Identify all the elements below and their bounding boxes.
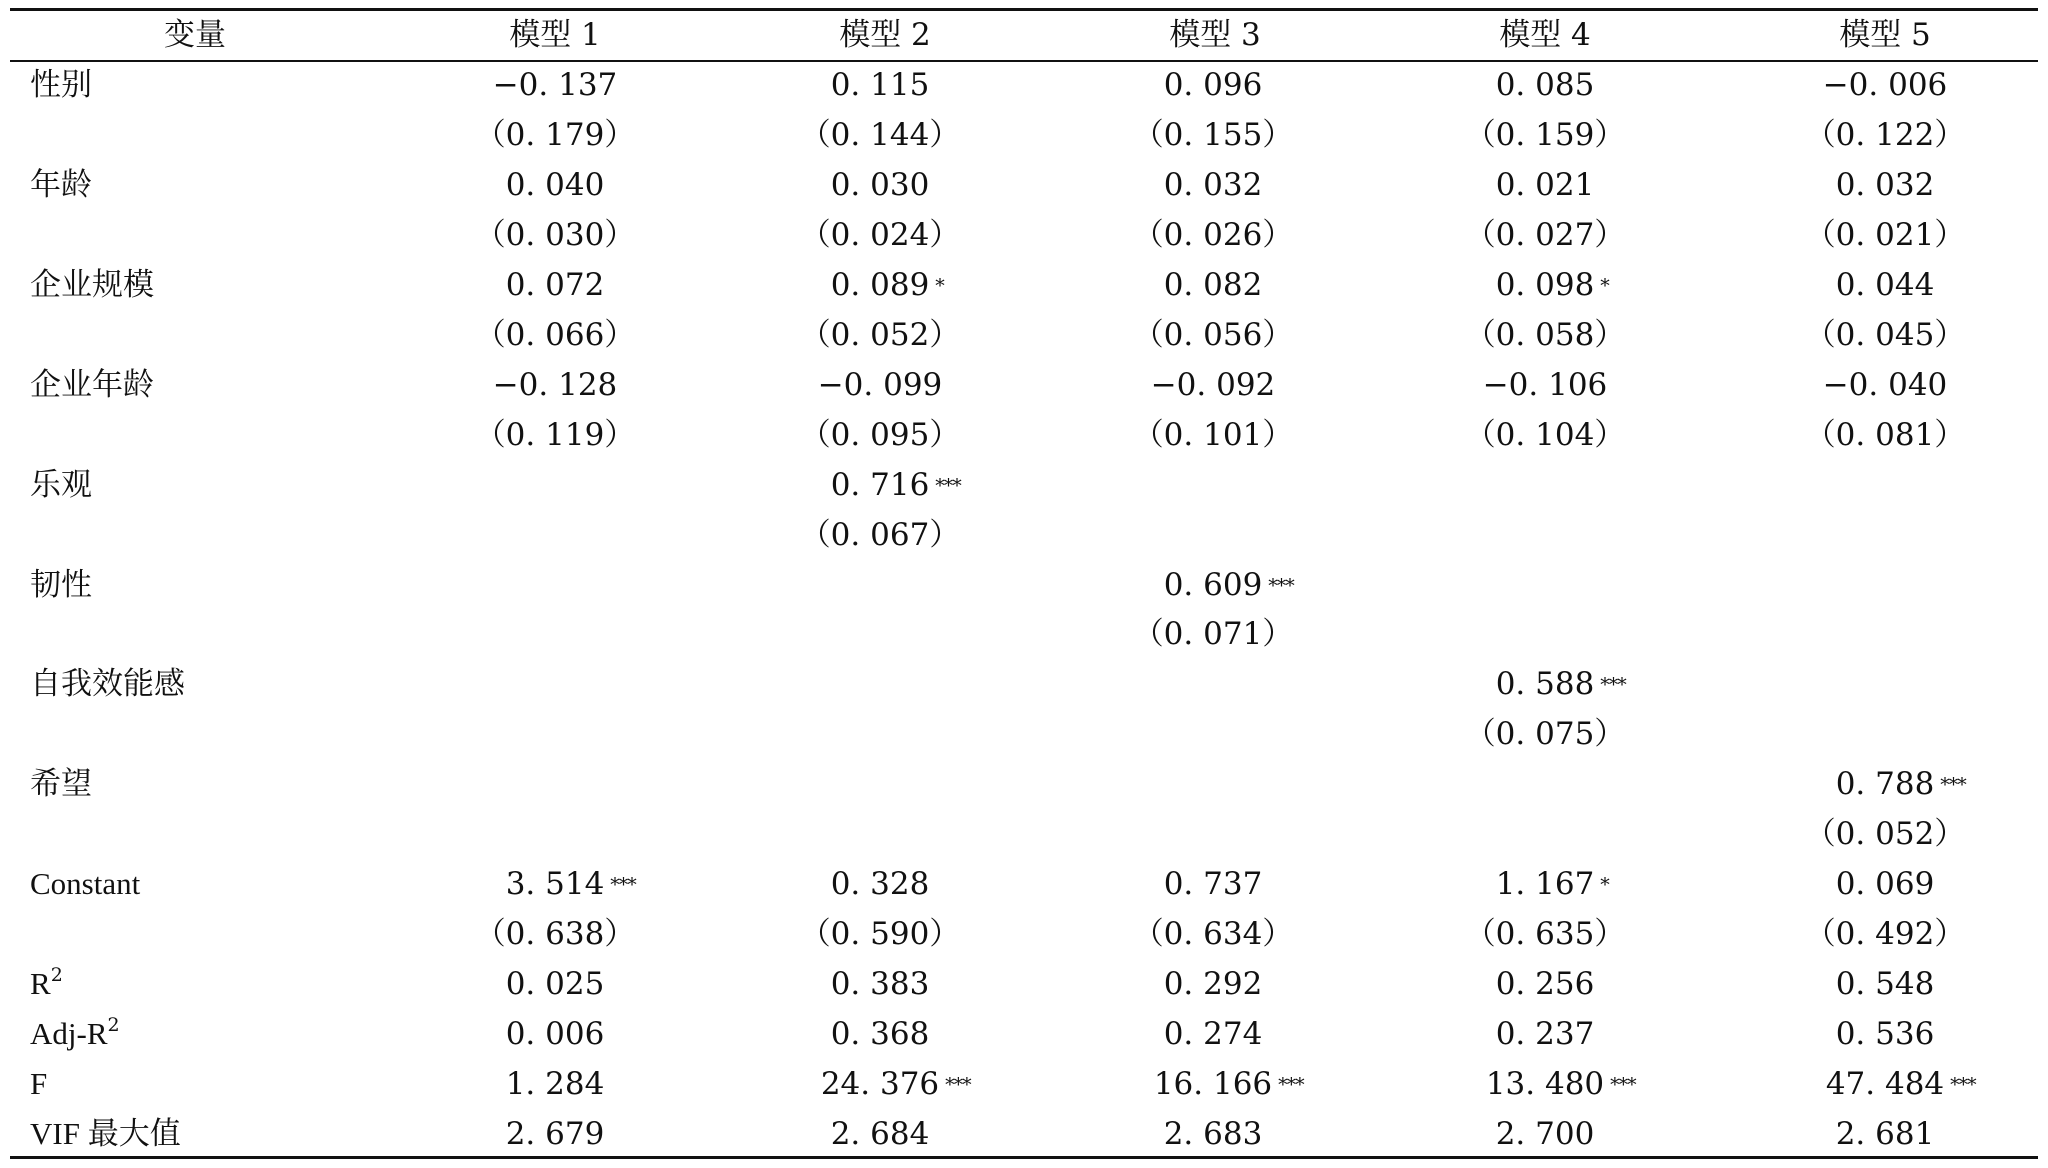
cell-value: （0. 052） xyxy=(799,316,961,353)
row-label xyxy=(30,1109,181,1159)
significance-stars: *** xyxy=(1610,1074,1636,1096)
table-cell xyxy=(1755,410,2015,460)
cell-value: −0. 128 xyxy=(492,366,618,403)
table-cell xyxy=(425,60,685,110)
row-label xyxy=(30,260,154,310)
cell-value: （0. 095） xyxy=(799,416,961,453)
cell-value-wrap xyxy=(830,266,944,303)
table-cell xyxy=(1083,959,1343,1009)
table-cell xyxy=(750,1109,1010,1159)
table-cell xyxy=(1755,260,2015,310)
table-cell xyxy=(1755,809,2015,859)
cell-value: （0. 635） xyxy=(1464,916,1626,953)
cell-value-wrap xyxy=(1495,866,1609,903)
table-cell xyxy=(1755,759,2015,809)
cell-value: （0. 634） xyxy=(1132,916,1294,953)
table-cell xyxy=(425,210,685,260)
row-label-text: 自我效能感 xyxy=(30,666,185,703)
cell-value: 2. 684 xyxy=(830,1115,930,1152)
cell-value: 0. 032 xyxy=(1835,166,1935,203)
table-cell xyxy=(1415,659,1675,709)
table-cell xyxy=(750,909,1010,959)
row-label xyxy=(30,1059,47,1109)
table-cell xyxy=(1755,360,2015,410)
header-model-4: 模型 4 xyxy=(1499,17,1591,53)
cell-value: （0. 492） xyxy=(1804,916,1966,953)
cell-value: （0. 155） xyxy=(1132,116,1294,153)
row-label-superscript: 2 xyxy=(50,964,63,987)
row-label xyxy=(30,560,92,610)
table-cell xyxy=(750,460,1010,510)
table-cell xyxy=(425,1059,685,1109)
significance-stars: *** xyxy=(1950,1074,1976,1096)
cell-value: （0. 045） xyxy=(1804,316,1966,353)
cell-value: 3. 514 xyxy=(505,866,605,903)
cell-value-wrap xyxy=(830,466,961,503)
table-cell xyxy=(425,360,685,410)
table-cell xyxy=(1755,60,2015,110)
table-cell xyxy=(425,1109,685,1159)
cell-value: （0. 030） xyxy=(474,216,636,253)
cell-value: （0. 021） xyxy=(1804,216,1966,253)
table-cell xyxy=(1415,110,1675,160)
table-cell xyxy=(1083,410,1343,460)
table-cell xyxy=(1415,160,1675,210)
cell-value: （0. 071） xyxy=(1132,616,1294,653)
row-label-text: Constant xyxy=(30,866,141,902)
cell-value: 0. 274 xyxy=(1163,1016,1263,1053)
row-label-text: F xyxy=(30,1066,48,1101)
cell-value: 0. 788 xyxy=(1835,766,1935,803)
table-cell xyxy=(750,110,1010,160)
table-cell xyxy=(425,959,685,1009)
table-cell xyxy=(750,1009,1010,1059)
table-cell xyxy=(1415,310,1675,360)
table-cell xyxy=(1415,859,1675,909)
header-model-3: 模型 3 xyxy=(1169,17,1261,53)
cell-value: 0. 383 xyxy=(830,966,930,1003)
table-cell xyxy=(1083,560,1343,610)
significance-stars: *** xyxy=(610,874,636,897)
cell-value: （0. 027） xyxy=(1464,216,1626,253)
table-cell xyxy=(1415,709,1675,759)
table-cell xyxy=(425,160,685,210)
header-rule xyxy=(10,60,2038,62)
cell-value: 0. 069 xyxy=(1835,866,1935,903)
cell-value: 13. 480 xyxy=(1485,1066,1605,1102)
cell-value: 0. 368 xyxy=(830,1016,930,1053)
cell-value: 2. 683 xyxy=(1163,1115,1263,1152)
table-cell xyxy=(1083,260,1343,310)
table-cell xyxy=(750,160,1010,210)
cell-value: 1. 284 xyxy=(505,1066,605,1102)
cell-value-wrap xyxy=(1485,1066,1636,1102)
table-cell xyxy=(1755,1009,2015,1059)
cell-value: 0. 096 xyxy=(1163,67,1263,103)
cell-value: 0. 716 xyxy=(830,466,930,503)
cell-value: （0. 058） xyxy=(1464,316,1626,353)
cell-value: 0. 536 xyxy=(1835,1016,1935,1053)
table-cell xyxy=(1755,210,2015,260)
table-cell xyxy=(1755,110,2015,160)
table-cell xyxy=(1755,310,2015,360)
row-label xyxy=(30,160,92,210)
cell-value: −0. 040 xyxy=(1822,366,1948,403)
cell-value: 24. 376 xyxy=(820,1066,940,1102)
cell-value: −0. 099 xyxy=(817,366,943,403)
header-model-2: 模型 2 xyxy=(839,17,931,53)
cell-value-wrap xyxy=(1163,566,1294,603)
significance-stars: *** xyxy=(1268,574,1294,597)
cell-value: 0. 040 xyxy=(505,166,605,203)
cell-value: （0. 081） xyxy=(1804,416,1966,453)
table-cell xyxy=(1083,310,1343,360)
cell-value: 0. 089 xyxy=(830,266,930,303)
cell-value: −0. 092 xyxy=(1150,366,1276,403)
table-cell xyxy=(1083,210,1343,260)
cell-value: 0. 072 xyxy=(505,266,605,303)
table-cell xyxy=(1755,1059,2015,1109)
cell-value: （0. 590） xyxy=(799,916,961,953)
cell-value: （0. 104） xyxy=(1464,416,1626,453)
bottom-rule xyxy=(10,1156,2038,1159)
table-cell xyxy=(1083,859,1343,909)
row-label xyxy=(30,460,92,510)
row-label xyxy=(30,360,154,410)
cell-value: （0. 056） xyxy=(1132,316,1294,353)
table-cell xyxy=(750,859,1010,909)
cell-value: 0. 098 xyxy=(1495,266,1595,303)
table-cell xyxy=(1083,609,1343,659)
significance-stars: *** xyxy=(945,1074,971,1096)
cell-value: 16. 166 xyxy=(1153,1066,1273,1102)
row-label-text: 企业规模 xyxy=(30,266,154,303)
cell-value: 0. 021 xyxy=(1495,166,1595,203)
table-cell xyxy=(425,260,685,310)
table-cell xyxy=(750,210,1010,260)
table-cell xyxy=(1083,1059,1343,1109)
table-cell xyxy=(1415,959,1675,1009)
cell-value: 47. 484 xyxy=(1825,1066,1945,1102)
cell-value: （0. 066） xyxy=(474,316,636,353)
cell-value-wrap xyxy=(1495,266,1609,303)
significance-stars: * xyxy=(935,274,944,297)
cell-value: （0. 101） xyxy=(1132,416,1294,453)
table-cell xyxy=(750,310,1010,360)
table-cell xyxy=(1083,1009,1343,1059)
cell-value: 0. 085 xyxy=(1495,67,1595,103)
cell-value-wrap xyxy=(820,1066,971,1102)
row-label-text: 年龄 xyxy=(30,166,92,203)
table-cell xyxy=(1755,859,2015,909)
row-label-text: 希望 xyxy=(30,766,92,803)
table-cell xyxy=(750,60,1010,110)
significance-stars: * xyxy=(1600,274,1609,297)
table-cell xyxy=(750,410,1010,460)
cell-value: 1. 167 xyxy=(1495,866,1595,903)
row-label-text: Adj-R xyxy=(30,1016,108,1052)
cell-value: 0. 292 xyxy=(1163,966,1263,1003)
cell-value: 0. 115 xyxy=(830,67,930,103)
cell-value: −0. 137 xyxy=(492,67,618,103)
table-cell xyxy=(1083,360,1343,410)
cell-value: 0. 032 xyxy=(1163,166,1263,203)
table-cell xyxy=(1083,60,1343,110)
cell-value: 2. 700 xyxy=(1495,1115,1595,1152)
cell-value: 0. 328 xyxy=(830,866,930,903)
table-cell xyxy=(425,1009,685,1059)
row-label-text: 韧性 xyxy=(30,566,92,603)
table-cell xyxy=(1755,959,2015,1009)
cell-value-wrap xyxy=(1495,666,1626,703)
table-cell xyxy=(425,110,685,160)
row-label xyxy=(30,1009,120,1059)
cell-value: 0. 588 xyxy=(1495,666,1595,703)
cell-value: （0. 075） xyxy=(1464,716,1626,753)
cell-value: （0. 159） xyxy=(1464,116,1626,153)
table-cell xyxy=(750,959,1010,1009)
row-label-superscript: 2 xyxy=(107,1014,120,1037)
row-label xyxy=(30,659,185,709)
cell-value: −0. 106 xyxy=(1482,366,1608,403)
row-label-text: 企业年龄 xyxy=(30,366,154,403)
cell-value: 0. 044 xyxy=(1835,266,1935,303)
table-cell xyxy=(425,410,685,460)
cell-value: 0. 256 xyxy=(1495,966,1595,1003)
cell-value: 0. 237 xyxy=(1495,1016,1595,1053)
cell-value: 0. 548 xyxy=(1835,966,1935,1003)
table-cell xyxy=(425,310,685,360)
cell-value: （0. 026） xyxy=(1132,216,1294,253)
cell-value: 0. 030 xyxy=(830,166,930,203)
table-cell xyxy=(1415,260,1675,310)
cell-value: （0. 119） xyxy=(474,416,636,453)
row-label-text: R xyxy=(30,966,51,1002)
cell-value: （0. 144） xyxy=(799,116,961,153)
cell-value: 0. 609 xyxy=(1163,566,1263,603)
cell-value: 2. 681 xyxy=(1835,1115,1935,1152)
table-cell xyxy=(425,859,685,909)
cell-value: （0. 638） xyxy=(474,916,636,953)
row-label xyxy=(30,859,140,909)
table-cell xyxy=(750,360,1010,410)
table-cell xyxy=(1415,1109,1675,1159)
row-label xyxy=(30,60,92,110)
significance-stars: *** xyxy=(1278,1074,1304,1096)
table-cell xyxy=(1083,110,1343,160)
table-cell xyxy=(1083,1109,1343,1159)
table-cell xyxy=(1415,60,1675,110)
cell-value: 0. 025 xyxy=(505,966,605,1003)
row-label-text: 性别 xyxy=(30,67,92,103)
cell-value: （0. 052） xyxy=(1804,816,1966,853)
significance-stars: *** xyxy=(1600,674,1626,697)
cell-value: （0. 179） xyxy=(474,116,636,153)
cell-value: （0. 024） xyxy=(799,216,961,253)
header-model-5: 模型 5 xyxy=(1839,17,1931,53)
cell-value-wrap xyxy=(1153,1066,1304,1102)
cell-value-wrap xyxy=(1825,1066,1976,1102)
cell-value: （0. 122） xyxy=(1804,116,1966,153)
cell-value: 0. 006 xyxy=(505,1016,605,1053)
row-label xyxy=(30,759,92,809)
table-cell xyxy=(1415,1009,1675,1059)
cell-value-wrap xyxy=(1835,766,1966,803)
table-cell xyxy=(1083,160,1343,210)
cell-value: （0. 067） xyxy=(799,516,961,553)
significance-stars: *** xyxy=(935,474,961,497)
row-label-text: 乐观 xyxy=(30,466,92,503)
table-cell xyxy=(1415,909,1675,959)
table-cell xyxy=(1755,1109,2015,1159)
table-cell xyxy=(1415,210,1675,260)
cell-value: 2. 679 xyxy=(505,1115,605,1152)
header-model-1: 模型 1 xyxy=(509,17,601,53)
significance-stars: * xyxy=(1600,874,1609,897)
table-cell xyxy=(750,510,1010,560)
cell-value: −0. 006 xyxy=(1822,67,1948,103)
cell-value: 0. 082 xyxy=(1163,266,1263,303)
significance-stars: *** xyxy=(1940,774,1966,797)
row-label-text: VIF 最大值 xyxy=(30,1115,181,1151)
table-cell xyxy=(1755,160,2015,210)
table-cell xyxy=(425,909,685,959)
cell-value: 0. 737 xyxy=(1163,866,1263,903)
table-cell xyxy=(1755,909,2015,959)
row-label xyxy=(30,959,63,1009)
table-cell xyxy=(1083,909,1343,959)
header-variable: 变量 xyxy=(164,17,226,53)
table-cell xyxy=(750,1059,1010,1109)
table-cell xyxy=(1415,410,1675,460)
table-cell xyxy=(1415,1059,1675,1109)
cell-value-wrap xyxy=(505,866,636,903)
table-cell xyxy=(1415,360,1675,410)
table-cell xyxy=(750,260,1010,310)
